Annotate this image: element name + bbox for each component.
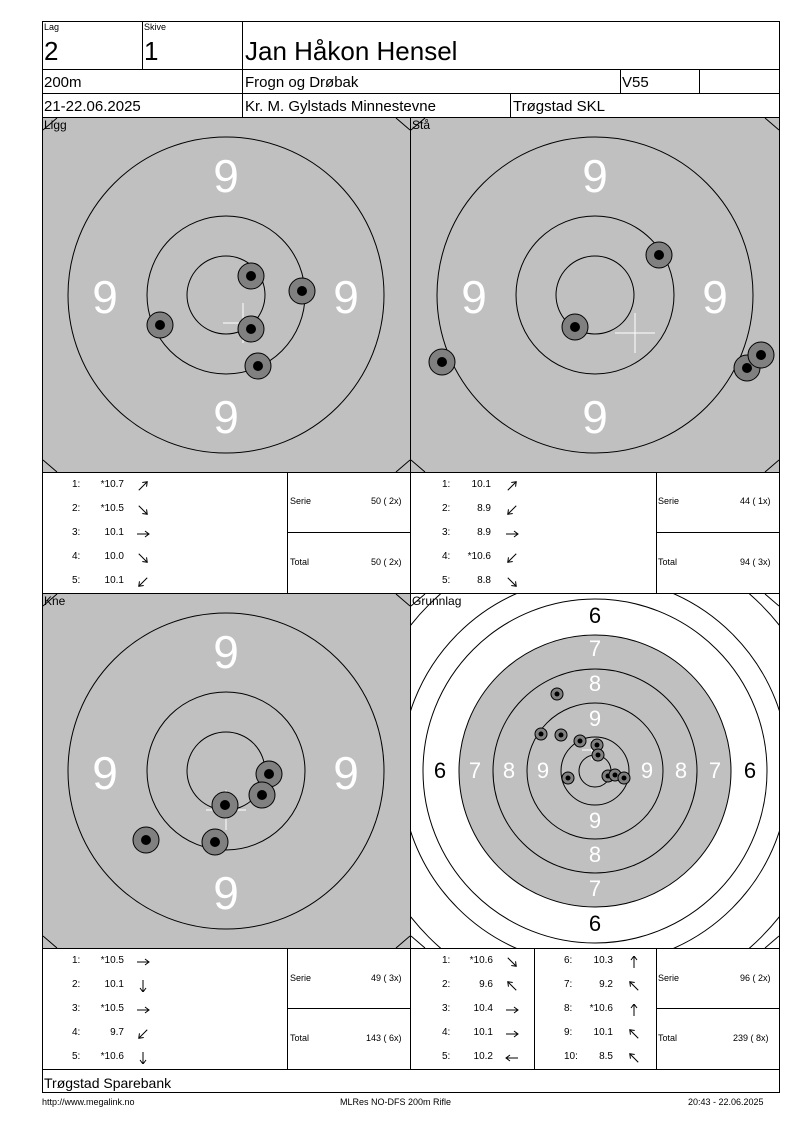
total-label-sta: Total xyxy=(658,557,678,567)
event-name: Kr. M. Gylstads Minnestevne xyxy=(245,98,436,115)
shot-score: *10.6 xyxy=(467,551,491,562)
shot-number: 3: xyxy=(442,1003,451,1014)
direction-arrow-icon xyxy=(135,575,151,587)
shot-hole xyxy=(429,349,455,375)
ring-label-9: 9 xyxy=(536,758,550,783)
direction-arrow-icon xyxy=(504,575,520,587)
shot-score: 9.7 xyxy=(110,1027,124,1038)
shot-number: 9: xyxy=(564,1027,573,1038)
footer-url[interactable]: http://www.megalink.no xyxy=(42,1097,135,1107)
skive-label: Skive xyxy=(144,22,167,32)
host-club: Trøgstad SKL xyxy=(513,98,605,115)
footer-timestamp: 20:43 - 22.06.2025 xyxy=(688,1097,764,1107)
shot-score: *10.6 xyxy=(469,955,493,966)
direction-arrow-icon xyxy=(504,527,520,539)
ring-label-9-top: 9 xyxy=(213,626,239,678)
shot-hole xyxy=(535,728,547,740)
target-grunnlag xyxy=(411,594,779,948)
shot-number: 5: xyxy=(442,575,451,586)
ring-label-7: 7 xyxy=(588,876,602,901)
shot-hole xyxy=(202,829,228,855)
shot-hole xyxy=(562,772,574,784)
shot-hole xyxy=(618,772,630,784)
skive-value: 1 xyxy=(144,36,159,66)
class: V55 xyxy=(622,74,649,91)
direction-arrow-icon xyxy=(626,1003,642,1015)
ring-label-9-bottom: 9 xyxy=(213,391,239,443)
shot-score: 10.1 xyxy=(593,1027,613,1038)
panel-title-ligg: Ligg xyxy=(44,118,67,132)
shot-hole xyxy=(592,749,604,761)
panel-title-sta: Stå xyxy=(412,118,431,132)
ring-label-9-left: 9 xyxy=(461,271,487,323)
ring-label-6: 6 xyxy=(588,911,602,936)
direction-arrow-icon xyxy=(135,955,151,967)
shot-number: 2: xyxy=(72,979,81,990)
shot-score: 10.0 xyxy=(104,551,124,562)
direction-arrow-icon xyxy=(626,1051,642,1063)
shot-hole xyxy=(133,827,159,853)
shot-hole xyxy=(555,729,567,741)
serie-value-sta: 44 ( 1x) xyxy=(740,496,771,506)
lag-value: 2 xyxy=(44,36,59,66)
shot-number: 2: xyxy=(442,979,451,990)
date: 21-22.06.2025 xyxy=(44,98,141,115)
direction-arrow-icon xyxy=(626,979,642,991)
shot-number: 1: xyxy=(442,955,451,966)
shot-score: *10.6 xyxy=(100,1051,124,1062)
shot-score: 9.6 xyxy=(479,979,493,990)
total-label-grunnlag: Total xyxy=(658,1033,678,1043)
direction-arrow-icon xyxy=(135,1051,151,1063)
shot-number: 2: xyxy=(442,503,451,514)
direction-arrow-icon xyxy=(504,479,520,491)
direction-arrow-icon xyxy=(504,551,520,563)
serie-value-ligg: 50 ( 2x) xyxy=(371,496,402,506)
shot-number: 3: xyxy=(72,527,81,538)
shot-hole xyxy=(289,278,315,304)
shot-score: *10.7 xyxy=(100,479,124,490)
shot-hole xyxy=(249,782,275,808)
serie-label-ligg: Serie xyxy=(290,496,312,506)
shot-hole xyxy=(245,353,271,379)
ring-label-7: 7 xyxy=(468,758,482,783)
total-value-ligg: 50 ( 2x) xyxy=(371,557,402,567)
direction-arrow-icon xyxy=(504,503,520,515)
shot-score: 10.1 xyxy=(471,479,491,490)
direction-arrow-icon xyxy=(504,1051,520,1063)
ring-label-9: 9 xyxy=(588,808,602,833)
direction-arrow-icon xyxy=(504,1003,520,1015)
shot-score: *10.5 xyxy=(100,503,124,514)
shot-number: 5: xyxy=(72,1051,81,1062)
distance: 200m xyxy=(44,74,82,91)
shot-score: 10.1 xyxy=(104,979,124,990)
shot-number: 3: xyxy=(442,527,451,538)
shot-number: 2: xyxy=(72,503,81,514)
direction-arrow-icon xyxy=(135,979,151,991)
shot-hole xyxy=(238,316,264,342)
ring-label-9-right: 9 xyxy=(333,747,359,799)
total-value-sta: 94 ( 3x) xyxy=(740,557,771,567)
direction-arrow-icon xyxy=(135,1027,151,1039)
shot-number: 10: xyxy=(564,1051,578,1062)
shot-number: 4: xyxy=(72,551,81,562)
direction-arrow-icon xyxy=(504,1027,520,1039)
shot-number: 7: xyxy=(564,979,573,990)
ring-label-9-right: 9 xyxy=(702,271,728,323)
shot-hole xyxy=(238,263,264,289)
ring-label-8: 8 xyxy=(502,758,516,783)
footer-program: MLRes NO-DFS 200m Rifle xyxy=(340,1097,452,1107)
shot-hole xyxy=(551,688,563,700)
ring-label-9-left: 9 xyxy=(92,271,118,323)
ring-label-9-left: 9 xyxy=(92,747,118,799)
panel-title-grunnlag: Grunnlag xyxy=(412,594,462,608)
ring-label-7: 7 xyxy=(708,758,722,783)
shot-score: *10.5 xyxy=(100,1003,124,1014)
ring-label-9-bottom: 9 xyxy=(582,391,608,443)
ring-label-9-bottom: 9 xyxy=(213,867,239,919)
lag-label: Lag xyxy=(44,22,60,32)
shot-hole xyxy=(212,792,238,818)
target-kne xyxy=(43,594,410,948)
direction-arrow-icon xyxy=(626,1027,642,1039)
ring-label-8: 8 xyxy=(588,842,602,867)
shot-score: 10.1 xyxy=(104,527,124,538)
shot-score: 8.8 xyxy=(477,575,491,586)
shot-score: 10.1 xyxy=(104,575,124,586)
shot-number: 1: xyxy=(72,479,81,490)
direction-arrow-icon xyxy=(135,479,151,491)
shot-number: 8: xyxy=(564,1003,573,1014)
shot-number: 4: xyxy=(442,1027,451,1038)
total-value-kne: 143 ( 6x) xyxy=(366,1033,402,1043)
ring-label-9-top: 9 xyxy=(582,150,608,202)
total-label-ligg: Total xyxy=(290,557,310,567)
sponsor: Trøgstad Sparebank xyxy=(44,1075,172,1091)
direction-arrow-icon xyxy=(626,955,642,967)
shot-number: 3: xyxy=(72,1003,81,1014)
shot-number: 5: xyxy=(442,1051,451,1062)
ring-label-8: 8 xyxy=(588,671,602,696)
shot-score: *10.6 xyxy=(589,1003,613,1014)
shot-score: 10.2 xyxy=(473,1051,493,1062)
ring-label-9-right: 9 xyxy=(333,271,359,323)
shot-hole xyxy=(562,314,588,340)
ring-label-9-top: 9 xyxy=(213,150,239,202)
shot-number: 1: xyxy=(72,955,81,966)
shot-score: 8.9 xyxy=(477,503,491,514)
ring-label-8: 8 xyxy=(674,758,688,783)
direction-arrow-icon xyxy=(504,979,520,991)
shot-hole xyxy=(147,312,173,338)
total-label-kne: Total xyxy=(290,1033,310,1043)
total-value-grunnlag: 239 ( 8x) xyxy=(733,1033,769,1043)
shot-hole xyxy=(748,342,774,368)
shot-number: 4: xyxy=(442,551,451,562)
club: Frogn og Drøbak xyxy=(245,74,359,91)
ring-label-9: 9 xyxy=(640,758,654,783)
shot-score: 8.5 xyxy=(599,1051,613,1062)
target-sta xyxy=(411,118,779,472)
serie-label-grunnlag: Serie xyxy=(658,973,680,983)
shot-number: 5: xyxy=(72,575,81,586)
direction-arrow-icon xyxy=(504,955,520,967)
ring-label-9: 9 xyxy=(588,706,602,731)
ring-label-6: 6 xyxy=(588,603,602,628)
shooter-name: Jan Håkon Hensel xyxy=(245,36,458,66)
shot-score: 10.4 xyxy=(473,1003,493,1014)
shot-score: 10.1 xyxy=(473,1027,493,1038)
serie-value-kne: 49 ( 3x) xyxy=(371,973,402,983)
serie-label-kne: Serie xyxy=(290,973,312,983)
shot-number: 6: xyxy=(564,955,573,966)
ring-label-7: 7 xyxy=(588,636,602,661)
ring-label-6: 6 xyxy=(743,758,757,783)
serie-value-grunnlag: 96 ( 2x) xyxy=(740,973,771,983)
ring-label-6: 6 xyxy=(433,758,447,783)
direction-arrow-icon xyxy=(135,1003,151,1015)
direction-arrow-icon xyxy=(135,527,151,539)
shot-number: 1: xyxy=(442,479,451,490)
serie-label-sta: Serie xyxy=(658,496,680,506)
shot-score: *10.5 xyxy=(100,955,124,966)
shot-score: 8.9 xyxy=(477,527,491,538)
shot-score: 10.3 xyxy=(593,955,613,966)
direction-arrow-icon xyxy=(135,503,151,515)
shot-score: 9.2 xyxy=(599,979,613,990)
shot-hole xyxy=(574,735,586,747)
shot-number: 4: xyxy=(72,1027,81,1038)
direction-arrow-icon xyxy=(135,551,151,563)
target-ligg xyxy=(43,118,410,472)
shot-hole xyxy=(646,242,672,268)
panel-title-kne: Kne xyxy=(44,594,66,608)
